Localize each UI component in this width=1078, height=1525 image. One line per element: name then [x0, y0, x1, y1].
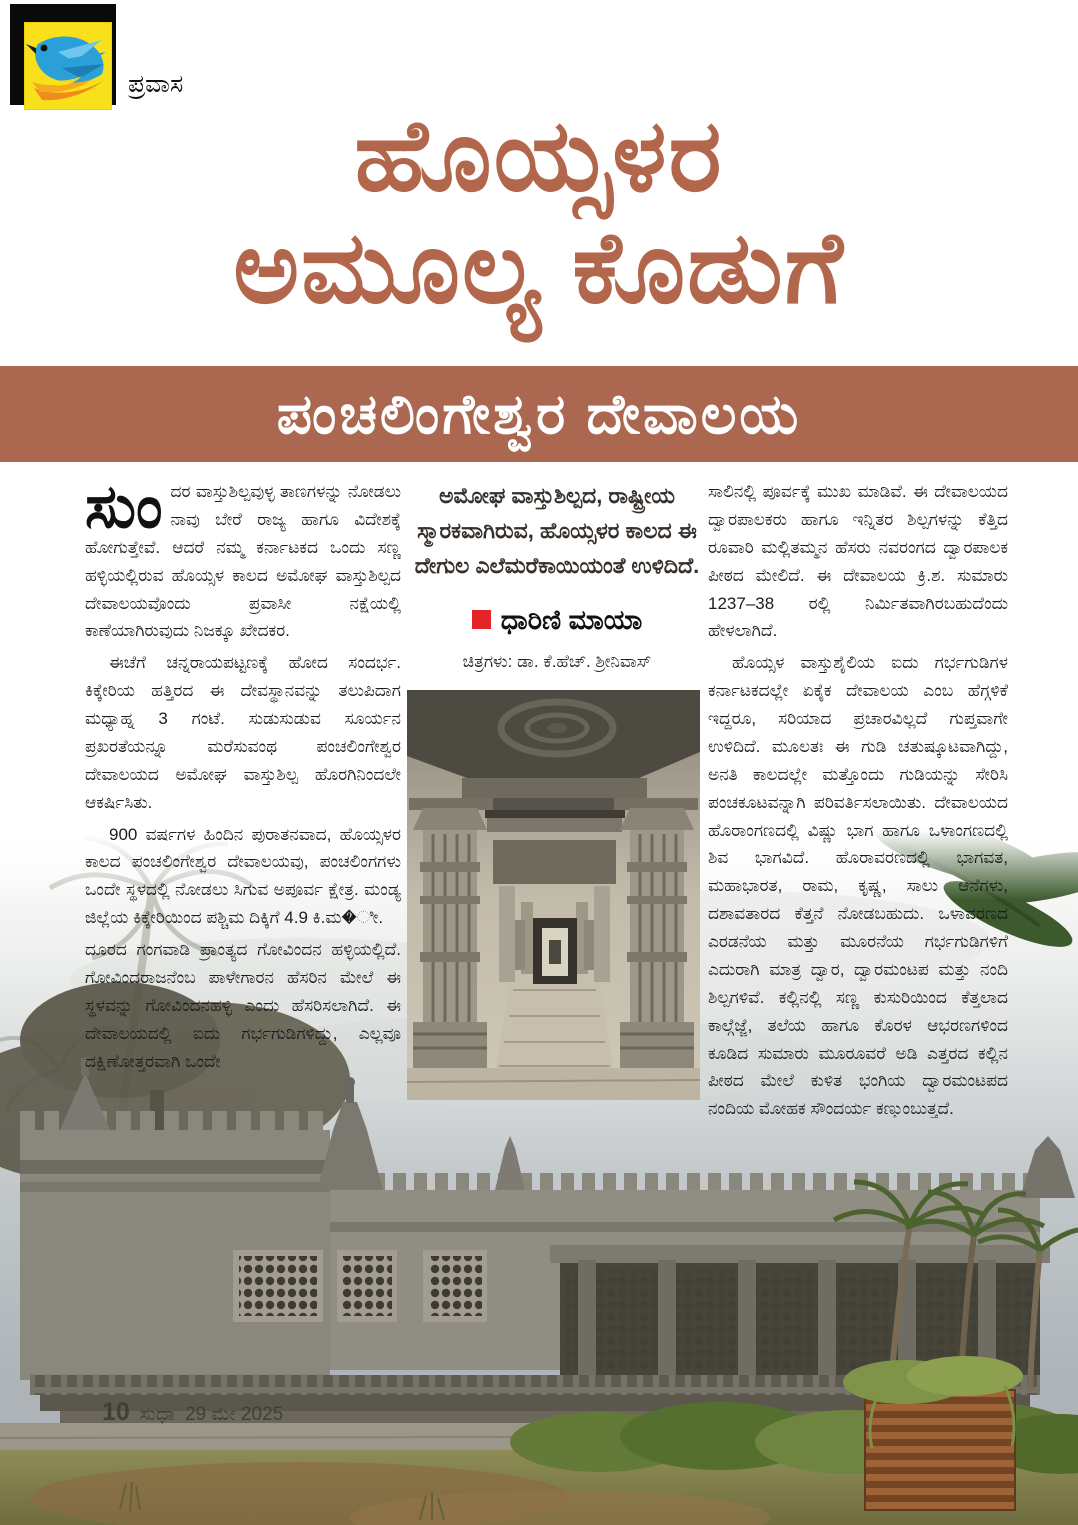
temple-interior-illustration — [407, 690, 700, 1100]
article-headline — [40, 100, 1038, 324]
temple-interior-photo — [407, 690, 700, 1100]
drop-cap: ಸುಂ — [85, 478, 163, 540]
jali-windows — [233, 1250, 487, 1322]
headline-line2: ಅಮೂಲ್ಯ ಕೊಡುಗೆ — [233, 212, 845, 324]
article-column-3 — [708, 478, 1008, 1118]
page-footer — [102, 1398, 283, 1427]
article-column-2 — [412, 478, 702, 676]
paragraph: ಈಚೆಗೆ ಚನ್ನರಾಯಪಟ್ಟಣಕ್ಕೆ ಹೋದ ಸಂದರ್ಭ. ಕಿಕ್ಕೇರಿಯ ಹತ್ತಿರದ ಈ ದೇವಸ್ಥಾನವನ್ನು ತಲುಪಿದಾಗ ಮಧ್ಯಾಹ್ನ 3 ಗಂಟೆ. ಸುಡುಸುಡುವ ಸೂರ್ಯನ ಪ್ರಖರತೆಯನ್ನೂ ಮರೆಸುವಂಥ ಪಂಚಲಿಂಗೇಶ್ವರ ದೇವಾಲಯದ ಅಮೋಘ ವಾಸ್ತುಶಿಲ್ಪ ಹೊರಗಿನಿಂದಲೇ ಆಕರ್ಷಿಸಿತು. — [85, 653, 401, 812]
paragraph: ಸಾಲಿನಲ್ಲಿ ಪೂರ್ವಕ್ಕೆ ಮುಖ ಮಾಡಿವೆ. ಈ ದೇವಾಲಯದ ದ್ವಾರಪಾಲಕರು ಹಾಗೂ ಇನ್ನಿತರ ಶಿಲ್ಪಗಳನ್ನು ಕೆತ್ತಿದ ರೂವಾರಿ ಮಲ್ಲಿತಮ್ಮನ ಹೆಸರು ನವರಂಗದ ದ್ವಾರಪಾಲಕ ಪೀಠದ ಮೇಲಿದೆ. ಈ ದೇವಾಲಯ ಕ್ರಿ.ಶ. ಸುಮಾರು 1237–38 ರಲ್ಲಿ ನಿರ್ಮಿತವಾಗಿರಬಹುದೆಂದು ಹೇಳಲಾಗಿದೆ. — [708, 482, 1008, 641]
paragraph — [85, 478, 401, 645]
paragraph-text: ದರ ವಾಸ್ತುಶಿಲ್ಪವುಳ್ಳ ತಾಣಗಳನ್ನು ನೋಡಲು ನಾವು ಬೇರೆ ರಾಜ್ಯ ಹಾಗೂ ವಿದೇಶಕ್ಕೆ ಹೋಗುತ್ತೇವೆ. ಆದರೆ ನಮ್ಮ ಕರ್ನಾಟಕದ ಒಂದು ಸಣ್ಣ ಹಳ್ಳಿಯಲ್ಲಿರುವ ಹೊಯ್ಸಳ ಕಾಲದ ಅಮೋಘ ವಾಸ್ತುಶಿಲ್ಪದ ದೇವಾಲಯವೊಂದು ಪ್ರವಾಸೀ ನಕ್ಷೆಯಲ್ಲಿ ಕಾಣೆಯಾಗಿರುವುದು ನಿಜಕ್ಕೂ ಖೇದಕರ. — [85, 482, 401, 641]
magazine-logo — [24, 22, 112, 110]
paragraph: ದೂರದ ಗಂಗವಾಡಿ ಪ್ರಾಂತ್ಯದ ಗೋವಿಂದನ ಹಳ್ಳಿಯಲ್ಲಿದೆ. ಗೋವಿಂದರಾಜನೆಂಬ ಪಾಳೇಗಾರನ ಹೆಸರಿನ ಮೇಲೆ ಈ ಸ್ಥಳವನ್ನು ಗೋವಿಂದನಹಳ್ಳಿ ಎಂದು ಹೆಸರಿಸಲಾಗಿದೆ. ಈ ದೇವಾಲಯದಲ್ಲಿ ಐದು ಗರ್ಭಗುಡಿಗಳಿದ್ದು, ಎಲ್ಲವೂ ದಕ್ಷಿಣೋತ್ತರವಾಗಿ ಒಂದೇ — [85, 940, 401, 1071]
photo-credit: ಚಿತ್ರಗಳು: ಡಾ. ಕೆ.ಹೆಚ್. ಶ್ರೀನಿವಾಸ್ — [462, 651, 652, 671]
page-number: 10 — [102, 1398, 130, 1426]
wood-stack — [843, 1356, 1023, 1510]
magazine-name: ಸುಧಾ — [139, 1404, 175, 1425]
subtitle-banner — [0, 366, 1078, 462]
paragraph: 900 ವರ್ಷಗಳ ಹಿಂದಿನ ಪುರಾತನವಾದ, ಹೊಯ್ಸಳರ ಕಾಲದ ಪಂಚಲಿಂಗೇಶ್ವರ ದೇವಾಲಯವು, ಪಂಚಲಿಂಗಗಳು ಒಂದೇ ಸ್ಥಳದಲ್ಲಿ ನೋಡಲು ಸಿಗುವ ಅಪೂರ್ವ ಕ್ಷೇತ್ರ. ಮಂಡ್ಯ ಜಿಲ್ಲೆಯ ಕಿಕ್ಕೇರಿಯಿಂದ ಪಶ್ಚಿಮ ದಿಕ್ಕಿಗೆ 4.9 ಕಿ.ಮ�ೀ. — [85, 824, 401, 928]
headline-line1: ಹೊಯ್ಸಳರ — [354, 100, 724, 212]
byline-bullet-icon — [472, 610, 491, 629]
byline — [412, 598, 702, 642]
article-column-1 — [85, 478, 401, 1118]
byline-name: ಧಾರಿಣಿ ಮಾಯಾ — [500, 604, 643, 635]
bird-logo-icon — [24, 22, 112, 110]
issue-date: 29 ಮೇ 2025 — [184, 1404, 284, 1425]
subtitle-text: ಪಂಚಲಿಂಗೇಶ್ವರ ದೇವಾಲಯ — [276, 382, 802, 445]
paragraph: ಹೊಯ್ಸಳ ವಾಸ್ತುಶೈಲಿಯ ಐದು ಗರ್ಭಗುಡಿಗಳ ಕರ್ನಾಟಕದಲ್ಲೇ ಏಕೈಕ ದೇವಾಲಯ ಎಂಬ ಹೆಗ್ಗಳಿಕೆ ಇದ್ದರೂ, ಸರಿಯಾದ ಪ್ರಚಾರವಿಲ್ಲದೆ ಗುಪ್ತವಾಗೇ ಉಳಿದಿದೆ. ಮೂಲತಃ ಈ ಗುಡಿ ಚತುಷ್ಕೂಟವಾಗಿದ್ದು, ಅನತಿ ಕಾಲದಲ್ಲೇ ಮತ್ತೊಂದು ಗುಡಿಯನ್ನು ಸೇರಿಸಿ ಪಂಚಕೂಟವನ್ನಾಗಿ ಪರಿವರ್ತಿಸಲಾಯಿತು. ದೇವಾಲಯದ ಹೊರಾಂಗಣದಲ್ಲಿ ವಿಷ್ಣು ಭಾಗ ಹಾಗೂ ಒಳಾಂಗಣದಲ್ಲಿ ಶಿವ ಭಾಗವಿದೆ. ಹೊರಾವರಣದಲ್ಲಿ ಭಾಗವತ, ಮಹಾಭಾರತ, ರಾಮ, ಕೃಷ್ಣ, ಸಾಲು ಆನೆಗಳು, ದಶಾವತಾರದ ಕೆತ್ತನೆ ನೋಡಬಹುದು. ಒಳಾವರಣದ ಎರಡನೆಯ ಮತ್ತು ಮೂರನೆಯ ಗರ್ಭಗುಡಿಗಳಿಗೆ ಎದುರಾಗಿ ಮಾತ್ರ ದ್ವಾರ, ದ್ವಾರಮಂಟಪ ಮತ್ತು ನಂದಿ ಶಿಲ್ಪಗಳಿವೆ. ಕಲ್ಲಿನಲ್ಲಿ ಸಣ್ಣ ಕುಸುರಿಯಿಂದ ಕೆತ್ತಲಾದ ಕಾಲ್ಗೆಜ್ಜೆ, ತಲೆಯ ಹಾಗೂ ಕೊರಳ ಆಭರಣಗಳಿಂದ ಕೂಡಿದ ಸುಮಾರು ಮೂರೂವರೆ ಅಡಿ ಎತ್ತರದ ಕಲ್ಲಿನ ಪೀಠದ ಮೇಲೆ ಕುಳಿತ ಭಂಗಿಯ ದ್ವಾರಮಂಟಪದ ನಂದಿಯ ಮೋಹಕ ಸೌಂದರ್ಯ ಕಣ್ತುಂಬುತ್ತದೆ. — [708, 653, 1008, 1118]
section-label: ಪ್ರವಾಸ — [128, 70, 184, 98]
standfirst: ಅಮೋಘ ವಾಸ್ತುಶಿಲ್ಪದ, ರಾಷ್ಟ್ರೀಯ ಸ್ಮಾರಕವಾಗಿರುವ, ಹೊಯ್ಸಳರ ಕಾಲದ ಈ ದೇಗುಲ ಎಲೆಮರೆಕಾಯಿಯಂತೆ ಉಳಿದಿದೆ. — [414, 483, 700, 579]
